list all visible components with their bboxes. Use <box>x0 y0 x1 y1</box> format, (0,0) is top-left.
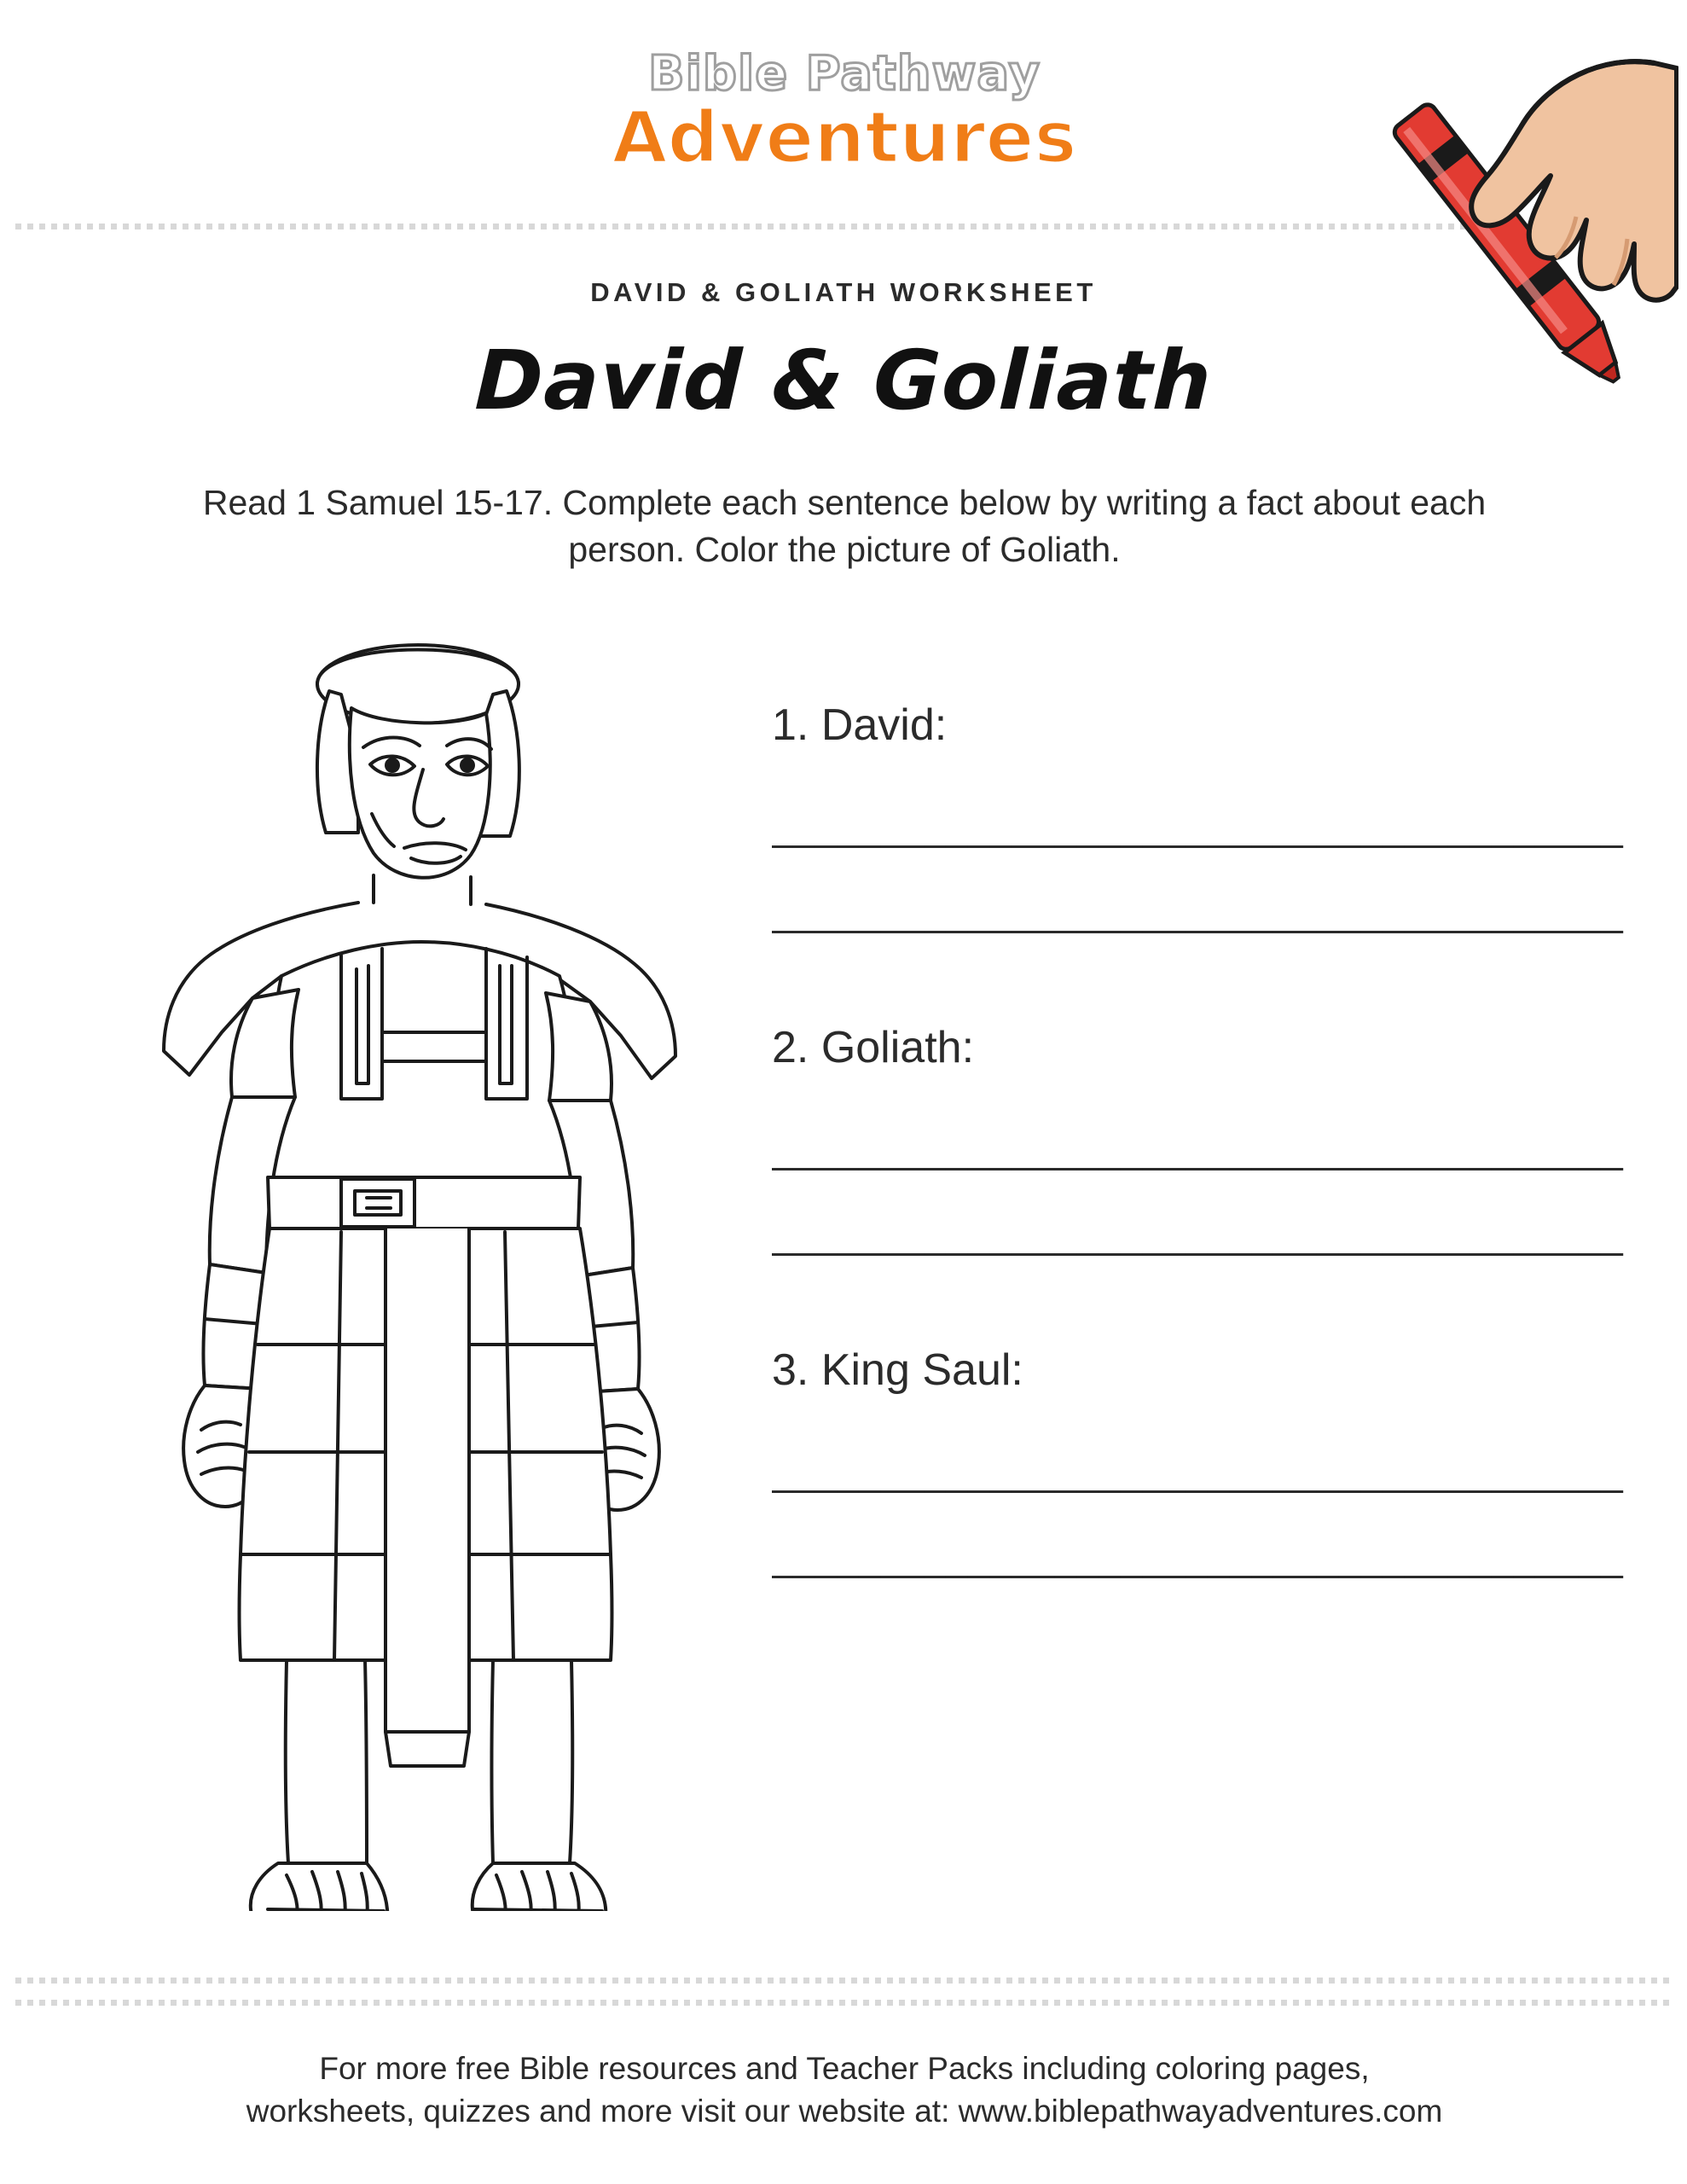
instructions-text: Read 1 Samuel 15-17. Complete each sentence below by writing a fact about each person. Color the picture of Goliath. <box>202 483 1487 569</box>
footer <box>102 2048 1586 2133</box>
goliath-illustration <box>85 631 768 1911</box>
question-block-3 <box>772 1345 1625 1585</box>
brand-logo-line1: Bible Pathway <box>648 46 1041 102</box>
answer-line-1a[interactable]: _______________________________________ <box>772 804 1623 849</box>
hand-with-crayon-icon <box>1320 34 1678 427</box>
footer-line-2: worksheets, quizzes and more visit our website at: www.biblepathwayadventures.com <box>246 2093 1443 2129</box>
question-block-2 <box>772 1022 1625 1263</box>
worksheet-subtitle: DAVID & GOLIATH WORKSHEET <box>590 277 1097 307</box>
divider-bottom-2 <box>15 2000 1672 2006</box>
answer-line-3b[interactable]: _______________________________________ <box>772 1535 1623 1579</box>
answer-line-2a[interactable]: _______________________________________ <box>772 1127 1623 1171</box>
answer-line-1b[interactable]: _______________________________________ <box>772 890 1623 934</box>
footer-line-1: For more free Bible resources and Teacher Packs including coloring pages, <box>319 2051 1370 2086</box>
question-label-3: 3. King Saul: <box>772 1345 1023 1395</box>
question-label-2: 2. Goliath: <box>772 1023 975 1072</box>
question-label-1: 1. David: <box>772 700 948 750</box>
brand-logo-line2-text: Adventures <box>612 95 1077 179</box>
divider-bottom-1 <box>15 1978 1672 1984</box>
question-block-1 <box>772 700 1625 940</box>
brand-logo-line2 <box>546 95 1143 179</box>
page-title: David & Goliath <box>473 333 1214 428</box>
answer-line-2b[interactable]: _______________________________________ <box>772 1212 1623 1257</box>
answer-line-3a[interactable]: _______________________________________ <box>772 1449 1623 1494</box>
answers-section <box>772 700 1625 1667</box>
brand-logo <box>546 46 1143 179</box>
